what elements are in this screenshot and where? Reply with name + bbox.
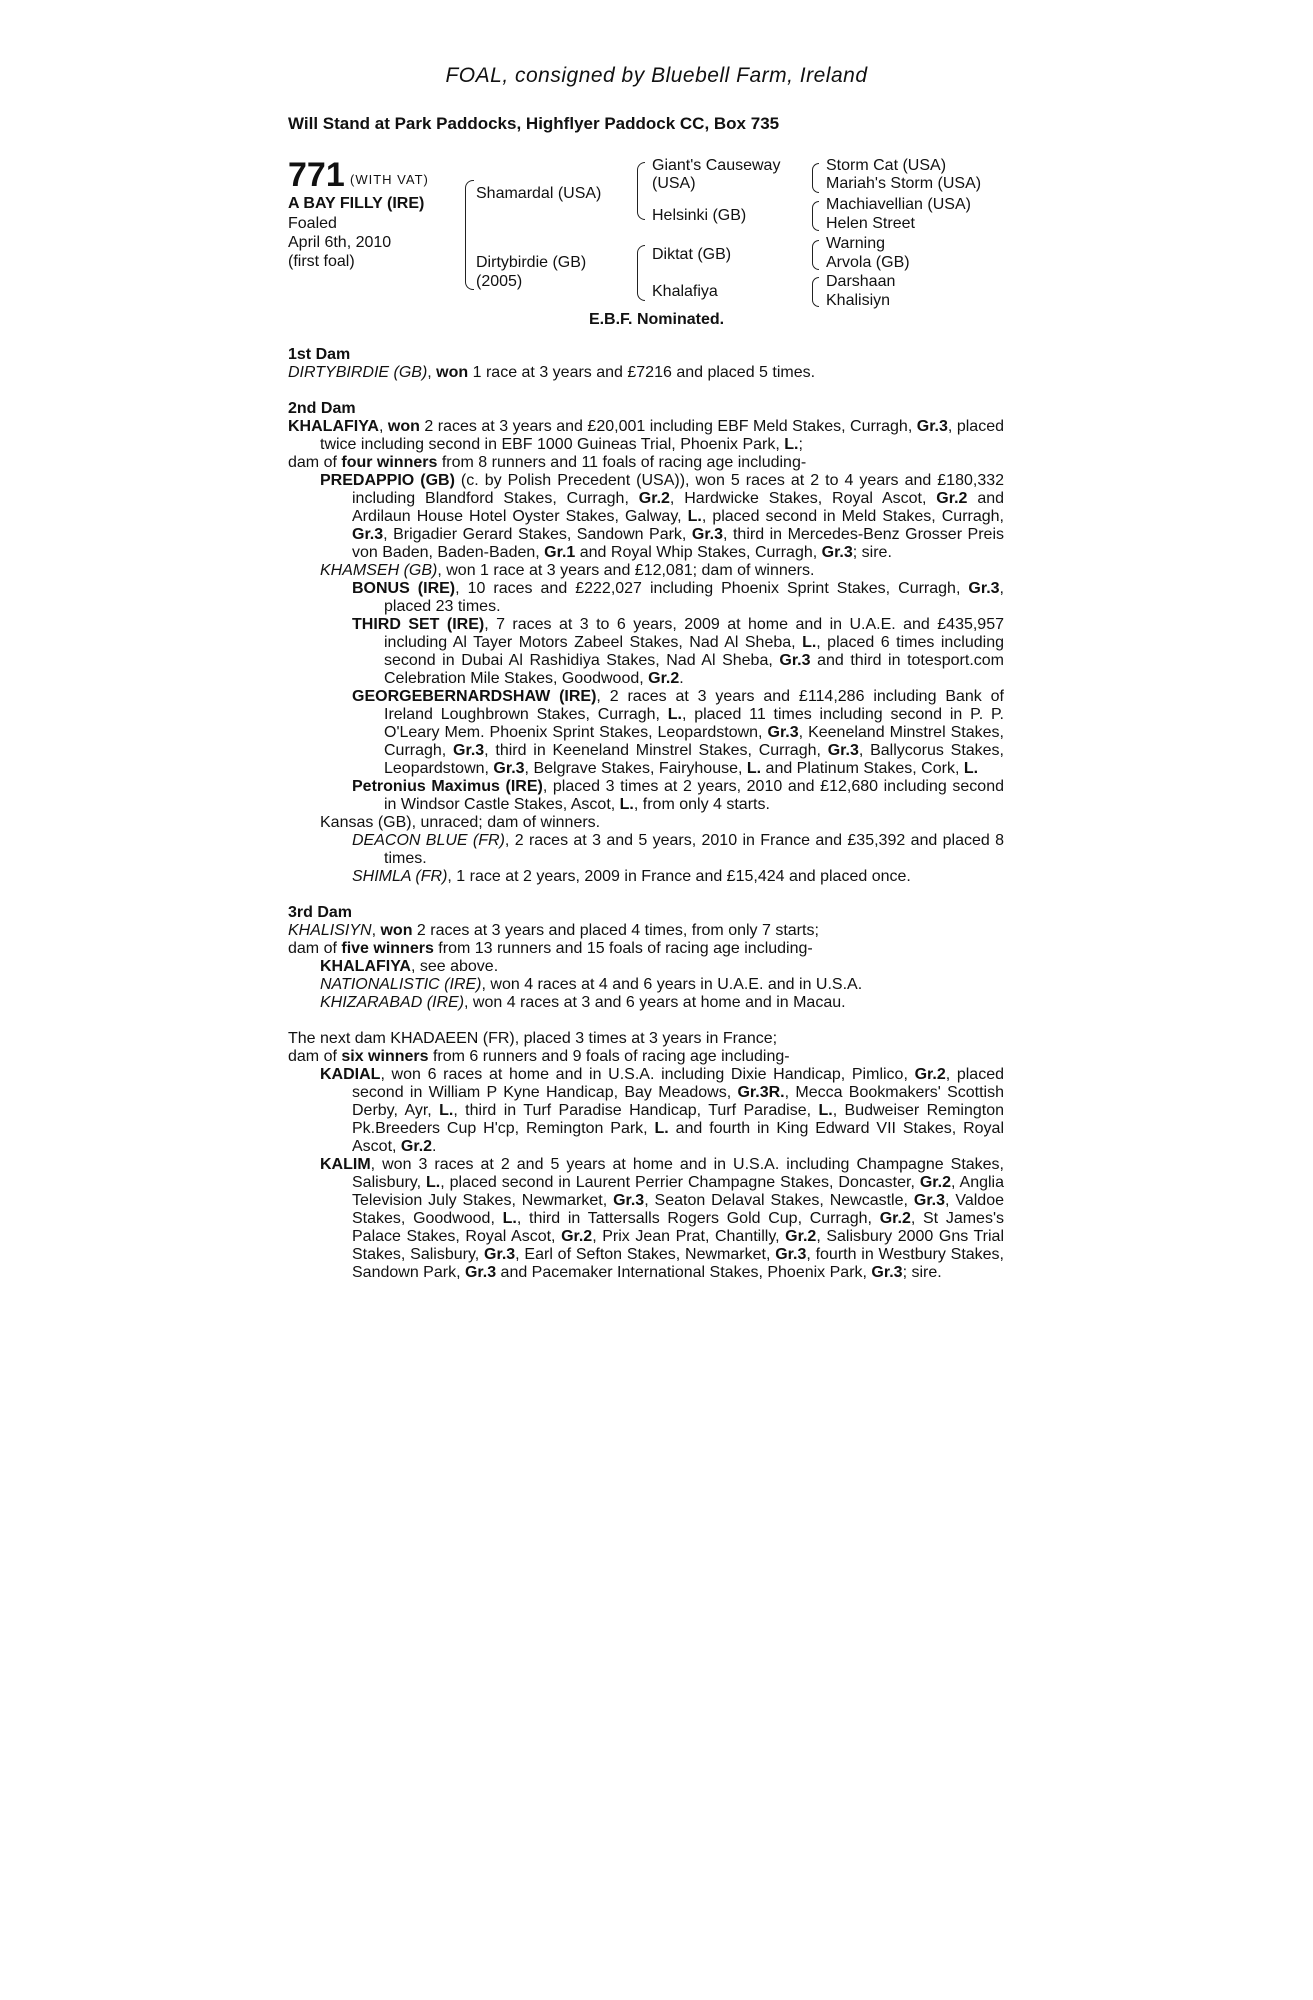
produce-entry: NATIONALISTIC (IRE), won 4 races at 4 and 6 years in U.A.E. and in U.S.A. bbox=[320, 976, 863, 993]
pedigree-brace-ss bbox=[812, 163, 819, 193]
pedigree-dd-sire: Darshaan bbox=[826, 273, 896, 290]
lot-number: 771 bbox=[288, 156, 345, 194]
produce-entry: KHAMSEH (GB), won 1 race at 3 years and £12,081; dam of winners. bbox=[320, 562, 815, 579]
pedigree-brace-sire bbox=[637, 162, 645, 220]
second-dam-heading: 2nd Dam bbox=[288, 400, 356, 417]
next-dam-produce-summary: dam of six winners from 6 runners and 9 foals of racing age including- bbox=[288, 1048, 790, 1065]
ebf-nominated: E.B.F. Nominated. bbox=[588, 311, 725, 328]
produce-entry: Kansas (GB), unraced; dam of winners. bbox=[320, 814, 601, 831]
second-dam-entry: KHALAFIYA, won 2 races at 3 years and £20,001 including EBF Meld Stakes, Curragh, Gr.3, placed twice including second in EBF 1000 Guineas Trial, Phoenix Park, L.; bbox=[288, 418, 1004, 453]
pedigree-ds-dam: Arvola (GB) bbox=[826, 254, 910, 271]
pedigree-dam-dam: Khalafiya bbox=[652, 283, 718, 300]
stabling-location: Will Stand at Park Paddocks, Highflyer Paddock CC, Box 735 bbox=[288, 114, 780, 133]
third-dam-entry: KHALISIYN, won 2 races at 3 years and placed 4 times, from only 7 starts; bbox=[288, 922, 819, 939]
pedigree-dam: Dirtybirdie (GB) bbox=[476, 254, 587, 271]
pedigree-brace-ds bbox=[812, 240, 819, 270]
lot-title: A BAY FILLY (IRE) bbox=[288, 195, 425, 212]
first-foal-note: (first foal) bbox=[288, 253, 355, 270]
grandproduce-entry: THIRD SET (IRE), 7 races at 3 to 6 years, 2009 at home and in U.A.E. and £435,957 including Al Tayer Motors Zabeel Stakes, Nad Al Sheba, L., placed 6 times including second in Dubai Al Rashidiya Stakes, Nad Al Sheba, Gr.3 and third in totesport.com Celebration Mile Stakes, Goodwood, Gr.2. bbox=[352, 616, 1005, 687]
pedigree-sire-dam: Helsinki (GB) bbox=[652, 207, 747, 224]
first-dam-heading: 1st Dam bbox=[288, 346, 351, 363]
pedigree-ss-dam: Mariah's Storm (USA) bbox=[826, 175, 982, 192]
pedigree-sire-sire-country: (USA) bbox=[652, 175, 696, 192]
produce-entry: PREDAPPIO (GB) (c. by Polish Precedent (USA)), won 5 races at 2 to 4 years and £180,332 including Blandford Stakes, Curragh, Gr.2, Hardwicke Stakes, Royal Ascot, Gr.2 and Ardilaun House Hotel Oyster Stakes, Galway, L., placed second in Meld Stakes, Curragh, Gr.3, Brigadier Gerard Stakes, Sandown Park, Gr.3, third in Mercedes-Benz Grosser Preis von Baden, Baden-Baden, Gr.1 and Royal Whip Stakes, Curragh, Gr.3; sire. bbox=[320, 472, 1005, 561]
pedigree-ds-sire: Warning bbox=[826, 235, 885, 252]
first-dam-entry: DIRTYBIRDIE (GB), won 1 race at 3 years and £7216 and placed 5 times. bbox=[288, 364, 816, 381]
catalogue-page-body bbox=[288, 346, 1004, 1282]
vat-note: (WITH VAT) bbox=[350, 172, 429, 187]
pedigree-dd-dam: Khalisiyn bbox=[826, 292, 891, 309]
pedigree-dam-sire: Diktat (GB) bbox=[652, 246, 732, 263]
grandproduce-entry: SHIMLA (FR), 1 race at 2 years, 2009 in France and £15,424 and placed once. bbox=[352, 868, 911, 885]
grandproduce-entry: BONUS (IRE), 10 races and £222,027 including Phoenix Sprint Stakes, Curragh, Gr.3, placed 23 times. bbox=[352, 580, 1004, 615]
produce-entry: KADIAL, won 6 races at home and in U.S.A. including Dixie Handicap, Pimlico, Gr.2, placed second in William P Kyne Handicap, Bay Meadows, Gr.3R., Mecca Bookmakers' Scottish Derby, Ayr, L., third in Turf Paradise Handicap, Turf Paradise, L., Budweiser Remington Pk.Breeders Cup H'cp, Remington Park, L. and fourth in King Edward VII Stakes, Royal Ascot, Gr.2. bbox=[320, 1066, 1005, 1155]
second-dam-produce-summary: dam of four winners from 8 runners and 11 foals of racing age including- bbox=[288, 454, 807, 471]
pedigree-dam-year: (2005) bbox=[476, 273, 523, 290]
grandproduce-entry: Petronius Maximus (IRE), placed 3 times at 2 years, 2010 and £12,680 including second in Windsor Castle Stakes, Ascot, L., from only 4 starts. bbox=[352, 778, 1004, 813]
third-dam-produce-summary: dam of five winners from 13 runners and 15 foals of racing age including- bbox=[288, 940, 813, 957]
pedigree-brace-dd bbox=[812, 277, 819, 307]
produce-entry: KHIZARABAD (IRE), won 4 races at 3 and 6 years at home and in Macau. bbox=[320, 994, 846, 1011]
foaled-date: April 6th, 2010 bbox=[288, 234, 392, 251]
grandproduce-entry: DEACON BLUE (FR), 2 races at 3 and 5 years, 2010 in France and £35,392 and placed 8 times. bbox=[352, 832, 1005, 867]
pedigree-brace-main bbox=[465, 180, 474, 290]
foaled-label: Foaled bbox=[288, 215, 337, 232]
pedigree-sire-sire: Giant's Causeway bbox=[652, 157, 781, 174]
pedigree-brace-dam bbox=[637, 245, 645, 301]
third-dam-heading: 3rd Dam bbox=[288, 904, 353, 921]
grandproduce-entry: GEORGEBERNARDSHAW (IRE), 2 races at 3 years and £114,286 including Bank of Ireland Loughbrown Stakes, Curragh, L., placed 11 times including second in P. P. O'Leary Mem. Phoenix Sprint Stakes, Leopardstown, Gr.3, Keeneland Minstrel Stakes, Curragh, Gr.3, third in Keeneland Minstrel Stakes, Curragh, Gr.3, Ballycorus Stakes, Leopardstown, Gr.3, Belgrave Stakes, Fairyhouse, L. and Platinum Stakes, Cork, L. bbox=[352, 688, 1005, 777]
pedigree-sd-dam: Helen Street bbox=[826, 215, 915, 232]
produce-entry: KHALAFIYA, see above. bbox=[320, 958, 499, 975]
consignment-header: FOAL, consigned by Bluebell Farm, Ireland bbox=[445, 64, 868, 87]
pedigree-sire: Shamardal (USA) bbox=[476, 185, 602, 202]
pedigree-brace-sd bbox=[812, 201, 819, 231]
produce-entry: KALIM, won 3 races at 2 and 5 years at home and in U.S.A. including Champagne Stakes, Salisbury, L., placed second in Laurent Perrier Champagne Stakes, Doncaster, Gr.2, Anglia Television July Stakes, Newmarket, Gr.3, Seaton Delaval Stakes, Newcastle, Gr.3, Valdoe Stakes, Goodwood, L., third in Tattersalls Rogers Gold Cup, Curragh, Gr.2, St James's Palace Stakes, Royal Ascot, Gr.2, Prix Jean Prat, Chantilly, Gr.2, Salisbury 2000 Gns Trial Stakes, Salisbury, Gr.3, Earl of Sefton Stakes, Newmarket, Gr.3, fourth in Westbury Stakes, Sandown Park, Gr.3 and Pacemaker International Stakes, Phoenix Park, Gr.3; sire. bbox=[320, 1156, 1005, 1281]
pedigree-ss-sire: Storm Cat (USA) bbox=[826, 157, 947, 174]
next-dam-entry: The next dam KHADAEEN (FR), placed 3 times at 3 years in France; bbox=[288, 1030, 778, 1047]
pedigree-sd-sire: Machiavellian (USA) bbox=[826, 196, 971, 213]
